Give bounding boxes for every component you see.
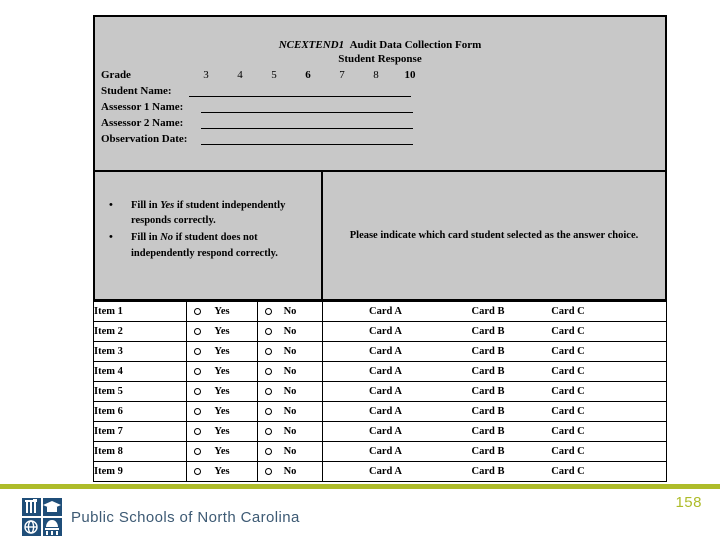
bullet-yes-pre: Fill in bbox=[131, 200, 161, 211]
card-b-option[interactable]: Card B bbox=[471, 366, 505, 377]
table-row bbox=[94, 302, 667, 322]
item-label-cell: Item 7 bbox=[94, 422, 187, 442]
card-b-option[interactable]: Card B bbox=[471, 306, 505, 317]
card-c-option[interactable]: Card C bbox=[551, 326, 585, 337]
public-schools-nc-logo-icon bbox=[22, 498, 62, 536]
table-row bbox=[94, 382, 667, 402]
yes-label: Yes bbox=[214, 406, 230, 417]
yes-label: Yes bbox=[214, 466, 230, 477]
assessor-1-name-input[interactable] bbox=[201, 100, 413, 113]
form-header-block bbox=[93, 15, 667, 170]
card-options-cell bbox=[323, 462, 667, 482]
no-radio-icon[interactable] bbox=[265, 328, 272, 335]
assessor-2-name-input[interactable] bbox=[201, 116, 413, 129]
no-option-cell[interactable] bbox=[258, 462, 323, 482]
footer-divider bbox=[0, 484, 720, 489]
table-row bbox=[94, 442, 667, 462]
card-c-option[interactable]: Card C bbox=[551, 386, 585, 397]
no-label: No bbox=[283, 306, 297, 317]
bullet-icon: • bbox=[109, 231, 113, 244]
bullet-yes-emphasis: Yes bbox=[160, 200, 175, 211]
card-b-option[interactable]: Card B bbox=[471, 466, 505, 477]
no-label: No bbox=[283, 426, 297, 437]
card-a-option[interactable]: Card A bbox=[369, 346, 402, 357]
table-row bbox=[94, 342, 667, 362]
yes-radio-icon[interactable] bbox=[194, 348, 201, 355]
no-option-cell[interactable] bbox=[258, 422, 323, 442]
instruction-bullet-no bbox=[103, 230, 315, 260]
form-title bbox=[95, 38, 665, 52]
card-options-cell bbox=[323, 342, 667, 362]
card-a-option[interactable]: Card A bbox=[369, 426, 402, 437]
no-label: No bbox=[283, 346, 297, 357]
item-label-cell: Item 1 bbox=[94, 302, 187, 322]
bullet-no-post: if student does not independently respond correctly. bbox=[131, 232, 278, 259]
yes-option-cell[interactable] bbox=[187, 322, 258, 342]
grade-label: Grade bbox=[101, 69, 131, 82]
card-options-cell bbox=[323, 322, 667, 342]
item-label-cell: Item 9 bbox=[94, 462, 187, 482]
grade-option-4[interactable]: 4 bbox=[237, 69, 243, 82]
no-option-cell[interactable] bbox=[258, 362, 323, 382]
table-row bbox=[94, 362, 667, 382]
items-table bbox=[93, 301, 667, 482]
yes-option-cell[interactable] bbox=[187, 462, 258, 482]
grade-option-7[interactable]: 7 bbox=[339, 69, 345, 82]
grade-option-8[interactable]: 8 bbox=[373, 69, 379, 82]
card-b-option[interactable]: Card B bbox=[471, 406, 505, 417]
brand-lockup bbox=[22, 498, 300, 536]
card-a-option[interactable]: Card A bbox=[369, 306, 402, 317]
page-number: 158 bbox=[675, 494, 702, 511]
student-name-input[interactable] bbox=[189, 84, 411, 97]
no-radio-icon[interactable] bbox=[265, 348, 272, 355]
bullet-no-pre: Fill in bbox=[131, 232, 161, 244]
card-a-option[interactable]: Card A bbox=[369, 326, 402, 337]
card-options-cell bbox=[323, 302, 667, 322]
card-b-option[interactable]: Card B bbox=[471, 346, 505, 357]
no-radio-icon[interactable] bbox=[265, 448, 272, 455]
instructions-card-note bbox=[323, 172, 665, 299]
item-label-cell: Item 8 bbox=[94, 442, 187, 462]
card-a-option[interactable]: Card A bbox=[369, 466, 402, 477]
instruction-bullet-yes bbox=[103, 198, 315, 228]
yes-option-cell[interactable] bbox=[187, 382, 258, 402]
card-b-option[interactable]: Card B bbox=[471, 446, 505, 457]
observation-date-input[interactable] bbox=[201, 132, 413, 145]
instruction-bullet-no-text bbox=[131, 230, 315, 260]
student-name-label: Student Name: bbox=[101, 85, 172, 98]
grade-option-10[interactable]: 10 bbox=[404, 69, 416, 82]
grade-option-5[interactable]: 5 bbox=[271, 69, 277, 82]
card-options-cell bbox=[323, 442, 667, 462]
item-label-cell: Item 3 bbox=[94, 342, 187, 362]
card-c-option[interactable]: Card C bbox=[551, 446, 585, 457]
card-a-option[interactable]: Card A bbox=[369, 366, 402, 377]
yes-radio-icon[interactable] bbox=[194, 368, 201, 375]
yes-option-cell[interactable] bbox=[187, 422, 258, 442]
card-b-option[interactable]: Card B bbox=[471, 426, 505, 437]
form-title-wrap bbox=[95, 17, 665, 67]
yes-option-cell[interactable] bbox=[187, 362, 258, 382]
yes-label: Yes bbox=[214, 326, 230, 337]
assessor-2-name-row bbox=[95, 116, 665, 129]
yes-option-cell[interactable] bbox=[187, 342, 258, 362]
instructions-bullets bbox=[95, 172, 323, 299]
no-label: No bbox=[283, 366, 297, 377]
yes-label: Yes bbox=[214, 446, 230, 457]
card-b-option[interactable]: Card B bbox=[471, 386, 505, 397]
item-label-cell: Item 5 bbox=[94, 382, 187, 402]
no-label: No bbox=[283, 446, 297, 457]
assessor-1-name-row bbox=[95, 100, 665, 113]
audit-form-panel bbox=[93, 15, 667, 480]
grade-option-3[interactable]: 3 bbox=[203, 69, 209, 82]
yes-radio-icon[interactable] bbox=[194, 328, 201, 335]
yes-option-cell[interactable] bbox=[187, 402, 258, 422]
no-radio-icon[interactable] bbox=[265, 368, 272, 375]
card-c-option[interactable]: Card C bbox=[551, 366, 585, 377]
yes-label: Yes bbox=[214, 426, 230, 437]
item-label-cell: Item 4 bbox=[94, 362, 187, 382]
no-radio-icon[interactable] bbox=[265, 428, 272, 435]
card-options-cell bbox=[323, 422, 667, 442]
instruction-bullet-yes-text bbox=[131, 198, 315, 228]
no-label: No bbox=[283, 326, 297, 337]
yes-radio-icon[interactable] bbox=[194, 428, 201, 435]
assessor-2-name-label: Assessor 2 Name: bbox=[101, 117, 184, 130]
brand-text: Public Schools of North Carolina bbox=[71, 508, 300, 526]
yes-radio-icon[interactable] bbox=[194, 308, 201, 315]
student-name-row bbox=[95, 84, 665, 97]
form-subtitle: Student Response bbox=[338, 53, 422, 66]
yes-radio-icon[interactable] bbox=[194, 388, 201, 395]
card-c-option[interactable]: Card C bbox=[551, 346, 585, 357]
instructions-block bbox=[93, 170, 667, 301]
card-options-cell bbox=[323, 362, 667, 382]
yes-radio-icon[interactable] bbox=[194, 408, 201, 415]
no-radio-icon[interactable] bbox=[265, 388, 272, 395]
card-b-option[interactable]: Card B bbox=[471, 326, 505, 337]
no-option-cell[interactable] bbox=[258, 322, 323, 342]
yes-option-cell[interactable] bbox=[187, 442, 258, 462]
table-row bbox=[94, 402, 667, 422]
card-options-cell bbox=[323, 402, 667, 422]
card-c-option[interactable]: Card C bbox=[551, 426, 585, 437]
no-label: No bbox=[283, 386, 297, 397]
yes-label: Yes bbox=[214, 386, 230, 397]
card-c-option[interactable]: Card C bbox=[551, 466, 585, 477]
card-a-option[interactable]: Card A bbox=[369, 406, 402, 417]
yes-label: Yes bbox=[214, 366, 230, 377]
card-c-option[interactable]: Card C bbox=[551, 306, 585, 317]
no-option-cell[interactable] bbox=[258, 342, 323, 362]
item-label-cell: Item 6 bbox=[94, 402, 187, 422]
form-title-rest: Audit Data Collection Form bbox=[349, 39, 482, 51]
card-a-option[interactable]: Card A bbox=[369, 386, 402, 397]
bullet-no-emphasis: No bbox=[160, 232, 174, 244]
no-label: No bbox=[283, 406, 297, 417]
no-option-cell[interactable] bbox=[258, 442, 323, 462]
table-row bbox=[94, 422, 667, 442]
bullet-yes-post: if student independently responds correctly. bbox=[131, 200, 286, 227]
grade-option-6[interactable]: 6 bbox=[305, 69, 311, 82]
no-radio-icon[interactable] bbox=[265, 308, 272, 315]
observation-date-label: Observation Date: bbox=[101, 133, 188, 146]
no-radio-icon[interactable] bbox=[265, 468, 272, 475]
yes-radio-icon[interactable] bbox=[194, 468, 201, 475]
grade-row bbox=[95, 69, 665, 81]
no-option-cell[interactable] bbox=[258, 302, 323, 322]
no-label: No bbox=[283, 466, 297, 477]
table-row bbox=[94, 322, 667, 342]
no-option-cell[interactable] bbox=[258, 402, 323, 422]
card-a-option[interactable]: Card A bbox=[369, 446, 402, 457]
yes-label: Yes bbox=[214, 346, 230, 357]
yes-label: Yes bbox=[214, 306, 230, 317]
bullet-icon: • bbox=[109, 199, 113, 211]
yes-radio-icon[interactable] bbox=[194, 448, 201, 455]
no-option-cell[interactable] bbox=[258, 382, 323, 402]
no-radio-icon[interactable] bbox=[265, 408, 272, 415]
assessor-1-name-label: Assessor 1 Name: bbox=[101, 101, 184, 114]
card-note-text: Please indicate which card student selected as the answer choice. bbox=[349, 230, 639, 241]
form-title-program: NCEXTEND1 bbox=[278, 39, 345, 51]
observation-date-row bbox=[95, 132, 665, 145]
card-options-cell bbox=[323, 382, 667, 402]
yes-option-cell[interactable] bbox=[187, 302, 258, 322]
table-row bbox=[94, 462, 667, 482]
item-label-cell: Item 2 bbox=[94, 322, 187, 342]
card-c-option[interactable]: Card C bbox=[551, 406, 585, 417]
